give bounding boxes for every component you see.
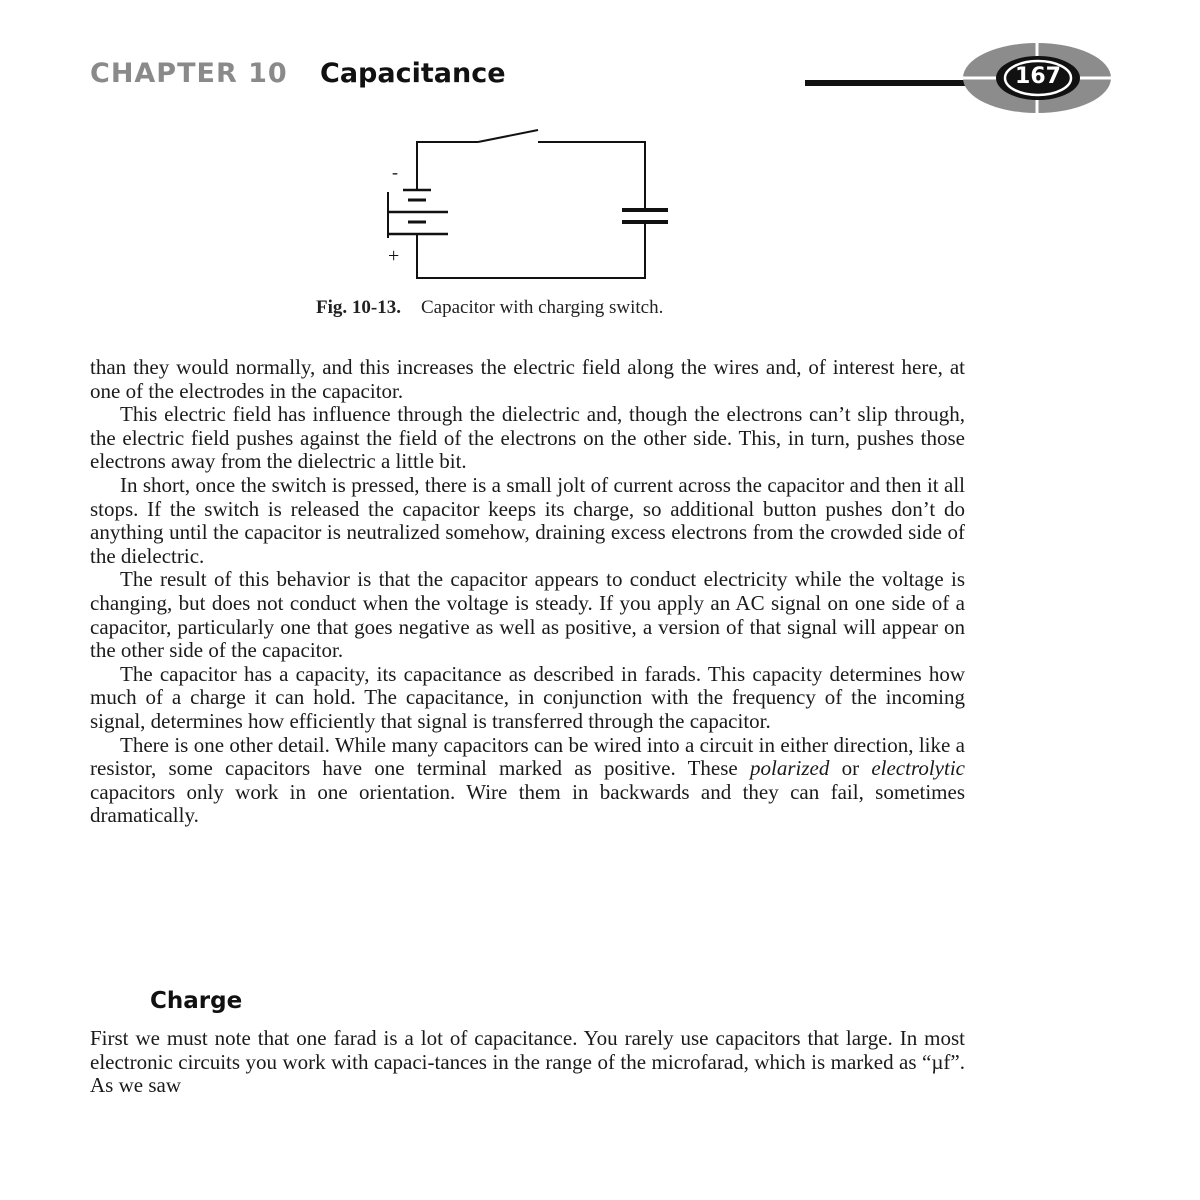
chapter-label: CHAPTER 10 xyxy=(90,58,288,89)
figure-caption xyxy=(316,297,663,319)
figure-label: Fig. 10-13. xyxy=(316,297,401,318)
battery-plus-label: + xyxy=(388,245,400,267)
wire-top-right xyxy=(538,142,645,208)
body-text xyxy=(90,356,965,828)
paragraph-5: The capacitor has a capacity, its capacitance as described in farads. This capacity determines how much of a charge it can hold. The capacitance, in conjunction with the frequency of the incoming signal, determines how efficiently that signal is transferred through the capacitor. xyxy=(90,661,965,733)
page-number: 167 xyxy=(1015,64,1061,89)
section-paragraph: First we must note that one farad is a lot of capacitance. You rarely use capacitors that large. In most electronic circuits you work with capaci-tances in the range of the microfarad, which is marked as “µf”. As we saw xyxy=(90,1026,965,1098)
switch-blade xyxy=(478,130,538,142)
circuit-diagram xyxy=(370,120,690,290)
term-electrolytic: electrolytic xyxy=(871,756,965,781)
figure-caption-text: Capacitor with charging switch. xyxy=(420,297,664,318)
paragraph-3: In short, once the switch is pressed, there is a small jolt of current across the capacitor and then it all stops. If the switch is released the capacitor keeps its charge, so additional button pushes don’t do anything until the capacitor is neutralized somehow, draining excess electrons from the crowded side of the dielectric. xyxy=(90,472,965,568)
paragraph-6: There is one other detail. While many capacitors can be wired into a circuit in either direction, like a resistor, some capacitors have one terminal marked as positive. These polarized or electrolytic capacitors only work in one orientation. Wire them in backwards and they can fail, sometimes dramatically. xyxy=(90,732,965,828)
battery-minus-label: - xyxy=(392,162,398,182)
section-text xyxy=(90,1027,965,1098)
section-heading: Charge xyxy=(150,988,243,1014)
paragraph-1: than they would normally, and this increases the electric field along the wires and, of interest here, at one of the electrodes in the capacitor. xyxy=(90,355,965,403)
wire-top-left xyxy=(417,142,478,187)
term-polarized: polarized xyxy=(750,756,830,781)
wire-bottom xyxy=(417,224,645,278)
paragraph-4: The result of this behavior is that the capacitor appears to conduct electricity while the voltage is changing, but does not conduct when the voltage is steady. If you apply an AC signal on one side of a capacitor, particularly one that goes negative as well as positive, a version of that signal will appear on the other side of the capacitor. xyxy=(90,567,965,663)
chapter-title: Capacitance xyxy=(320,58,506,89)
paragraph-2: This electric field has influence through the dielectric and, though the electrons can’t slip through, the electric field pushes against the field of the electrons on the other side. This, in turn, pushes those electrons away from the dielectric a little bit. xyxy=(90,402,965,474)
